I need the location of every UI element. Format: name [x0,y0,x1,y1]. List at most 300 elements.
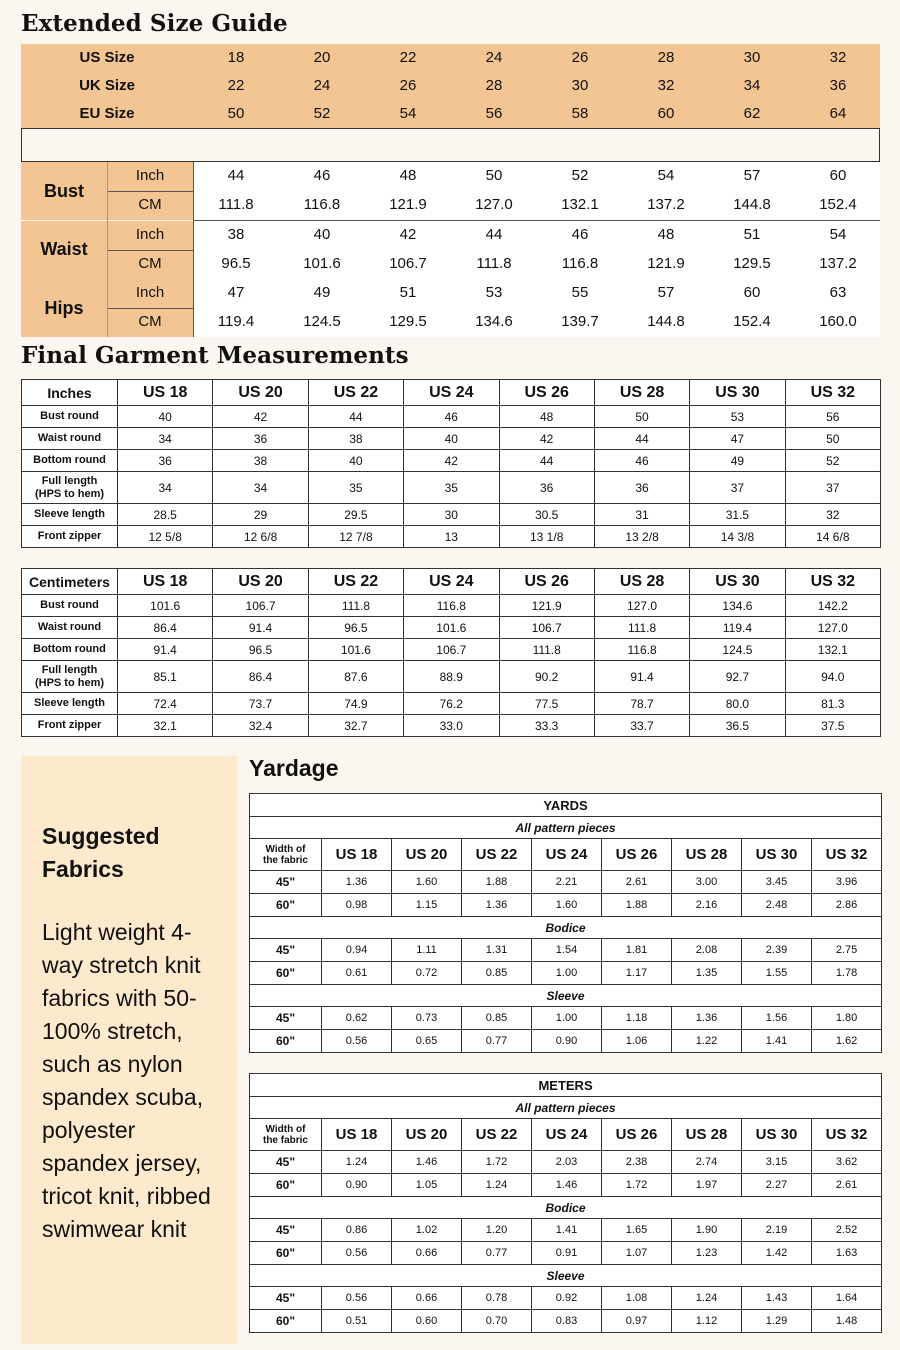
size-row [21,44,880,72]
cell-value: 127.0 [594,595,689,617]
yardage-value: 0.73 [392,1007,462,1030]
cm-value: 132.1 [561,196,599,213]
cell-value: 121.9 [499,595,594,617]
cm-value: 137.2 [819,254,857,272]
cell-value: 111.8 [594,617,689,639]
size-value: 18 [227,49,245,66]
yardage-row [250,939,882,962]
table-row [22,617,881,639]
cell-value: 13 2/8 [594,526,689,548]
yardage-value: 1.22 [672,1030,742,1053]
cell-value: 53 [690,406,785,428]
width-label-line: Width of [265,843,306,855]
cell-value: 42 [499,428,594,450]
size-header: US 24 [404,569,499,595]
size-value: 56 [485,105,503,122]
row-label: Waist round [22,428,118,450]
cell-value: 29 [213,504,308,526]
row-label [22,661,118,693]
yardage-value: 0.94 [322,939,392,962]
cell-value: 35 [308,472,403,504]
table-row [22,406,881,428]
yardage-value: 2.03 [532,1151,602,1174]
measurement-values [193,221,880,279]
row-label: Front zipper [22,715,118,737]
yardage-value: 0.61 [322,962,392,985]
unit-label-inch: Inch [107,279,193,308]
cm-value: 119.4 [217,313,255,330]
size-conversion-block [21,44,880,128]
table-row [22,450,881,472]
cell-value: 40 [404,428,499,450]
size-header: US 26 [499,569,594,595]
cell-value: 42 [404,450,499,472]
yardage-value: 1.88 [462,871,532,894]
fabric-width: 45" [250,939,322,962]
cell-value: 42 [213,406,308,428]
cell-value: 76.2 [404,693,499,715]
unit-label-cm: CM [107,250,193,279]
size-value: 54 [399,105,417,122]
yardage-value: 1.48 [812,1310,882,1333]
cell-value: 28.5 [118,504,213,526]
inch-value: 51 [399,284,417,301]
inch-value: 44 [485,225,503,243]
measurement-label: Waist [21,221,107,279]
cell-value: 46 [404,406,499,428]
yardage-value: 3.62 [812,1151,882,1174]
yardage-value: 1.55 [742,962,812,985]
size-row-label: UK Size [79,77,135,94]
unit-label-inch: Inch [107,221,193,250]
yardage-value: 0.60 [392,1310,462,1333]
yardage-value: 1.65 [602,1219,672,1242]
suggested-fabrics-panel [21,756,237,1344]
cell-value: 14 6/8 [785,526,880,548]
inch-value: 55 [571,284,589,301]
size-header: US 24 [532,1119,602,1151]
size-row [21,72,880,100]
size-value: 64 [829,105,847,122]
unit-row [250,794,882,817]
size-header: US 32 [812,839,882,871]
yardage-value: 1.81 [602,939,672,962]
row-label: Sleeve length [22,504,118,526]
size-value: 26 [399,77,417,94]
row-label: Front zipper [22,526,118,548]
yardage-value: 1.46 [532,1174,602,1197]
yardage-value: 1.36 [462,894,532,917]
section-name: Sleeve [250,1265,882,1287]
cell-value: 52 [785,450,880,472]
size-value: 24 [313,77,331,94]
yardage-value: 1.15 [392,894,462,917]
unit-label-cm: CM [107,308,193,337]
cell-value: 106.7 [404,639,499,661]
section-row [250,985,882,1007]
yardage-value: 1.36 [672,1007,742,1030]
size-header: US 20 [392,839,462,871]
yardage-value: 1.97 [672,1174,742,1197]
cell-value: 91.4 [213,617,308,639]
cm-value: 152.4 [733,313,771,330]
yardage-value: 1.24 [322,1151,392,1174]
cell-value: 47 [690,428,785,450]
yardage-value: 0.77 [462,1030,532,1053]
yardage-row [250,1242,882,1265]
yardage-value: 1.00 [532,962,602,985]
inch-value: 60 [829,167,847,184]
size-header: US 30 [742,1119,812,1151]
section-name: All pattern pieces [250,1097,882,1119]
unit-header: YARDS [250,794,882,817]
yardage-value: 1.62 [812,1030,882,1053]
yardage-value: 1.78 [812,962,882,985]
cell-value: 36 [499,472,594,504]
yardage-value: 1.08 [602,1287,672,1310]
yardage-value: 0.65 [392,1030,462,1053]
yardage-row [250,1151,882,1174]
yardage-value: 1.43 [742,1287,812,1310]
cm-value: 139.7 [561,313,599,330]
inch-value: 51 [743,225,761,243]
yardage-meters-table [249,1073,881,1333]
cell-value: 91.4 [118,639,213,661]
unit-divider [107,250,193,251]
size-header: US 22 [462,1119,532,1151]
fabric-width: 60" [250,962,322,985]
inch-value: 48 [399,167,417,184]
size-guide-spacer [21,128,880,162]
size-header: US 22 [308,569,403,595]
cell-value: 12 5/8 [118,526,213,548]
table-unit-header: Inches [22,380,118,406]
fabric-width: 60" [250,1174,322,1197]
cell-value: 134.6 [690,595,785,617]
section-row [250,1265,882,1287]
yardage-value: 0.86 [322,1219,392,1242]
cell-value: 127.0 [785,617,880,639]
inch-value: 57 [743,167,761,184]
cm-value: 144.8 [733,196,771,213]
yardage-value: 1.72 [462,1151,532,1174]
cell-value: 40 [308,450,403,472]
cell-value: 86.4 [213,661,308,693]
cell-value: 36 [213,428,308,450]
cell-value: 85.1 [118,661,213,693]
size-value: 62 [743,105,761,122]
yardage-yards-table [249,793,881,1053]
size-value: 50 [227,105,245,122]
width-label [250,839,322,871]
yardage-value: 1.54 [532,939,602,962]
yardage-value: 1.88 [602,894,672,917]
cm-value: 116.8 [303,196,341,213]
row-label-line: (HPS to hem) [34,676,105,689]
inch-value: 57 [657,284,675,301]
size-value: 32 [657,77,675,94]
fabrics-description: Light weight 4-way stretch knit fabrics with 50-100% stretch, such as nylon spandex scuba, polyester spandex jersey, tricot knit, ribbed swimwear knit [42,919,211,1242]
size-value: 32 [829,49,847,66]
yardage-value: 0.85 [462,962,532,985]
size-value: 30 [571,77,589,94]
cell-value: 30 [404,504,499,526]
cell-value: 86.4 [118,617,213,639]
cell-value: 90.2 [499,661,594,693]
inch-value: 48 [657,225,675,243]
inch-value: 49 [313,284,331,301]
section-name: Sleeve [250,985,882,1007]
cell-value: 34 [213,472,308,504]
inch-value: 46 [313,167,331,184]
width-label-line: Width of [265,1123,306,1135]
size-value: 34 [743,77,761,94]
yardage-row [250,1007,882,1030]
fabric-width: 45" [250,1219,322,1242]
yardage-value: 0.92 [532,1287,602,1310]
yardage-row [250,962,882,985]
measurement-values [193,279,880,337]
yardage-value: 1.41 [742,1030,812,1053]
cm-value: 111.8 [476,254,512,272]
yardage-value: 2.61 [602,871,672,894]
size-header: US 18 [118,569,213,595]
cell-value: 33.7 [594,715,689,737]
table-row [22,715,881,737]
row-label: Bust round [22,595,118,617]
cell-value: 73.7 [213,693,308,715]
table-row [22,693,881,715]
cell-value: 80.0 [690,693,785,715]
yardage-value: 1.12 [672,1310,742,1333]
yardage-value: 1.41 [532,1219,602,1242]
cm-value: 111.8 [218,196,254,213]
yardage-header-row [250,1119,882,1151]
cm-value: 160.0 [819,313,857,330]
section-row [250,1097,882,1119]
cell-value: 106.7 [213,595,308,617]
yardage-value: 3.45 [742,871,812,894]
measurement-label: Hips [21,279,107,337]
table-row [22,595,881,617]
unit-divider [107,308,193,309]
cm-value: 129.5 [733,254,771,272]
size-header: US 30 [690,380,785,406]
size-header: US 30 [742,839,812,871]
size-value: 30 [743,49,761,66]
table-row [22,526,881,548]
cm-value: 152.4 [819,196,857,213]
cell-value: 88.9 [404,661,499,693]
yardage-value: 1.72 [602,1174,672,1197]
fabric-width: 45" [250,1151,322,1174]
table-row [22,472,881,504]
size-row [21,100,880,128]
section-row [250,1197,882,1219]
yardage-value: 1.29 [742,1310,812,1333]
yardage-value: 2.74 [672,1151,742,1174]
cm-value: 127.0 [475,196,513,213]
inch-value: 38 [227,225,245,243]
fabric-width: 45" [250,1287,322,1310]
yardage-value: 3.15 [742,1151,812,1174]
row-label: Waist round [22,617,118,639]
yardage-value: 0.97 [602,1310,672,1333]
inch-value: 52 [571,167,589,184]
size-header: US 18 [322,1119,392,1151]
cell-value: 37.5 [785,715,880,737]
cell-value: 116.8 [404,595,499,617]
width-label [250,1119,322,1151]
yardage-value: 0.85 [462,1007,532,1030]
cell-value: 31 [594,504,689,526]
size-header: US 30 [690,569,785,595]
inch-value: 50 [485,167,503,184]
cell-value: 96.5 [213,639,308,661]
size-value: 22 [399,49,417,66]
size-value: 52 [313,105,331,122]
unit-label-inch: Inch [107,162,193,191]
size-header: US 24 [532,839,602,871]
inch-value: 54 [657,167,675,184]
cell-value: 77.5 [499,693,594,715]
size-header: US 20 [392,1119,462,1151]
yardage-value: 2.38 [602,1151,672,1174]
size-header: US 28 [672,1119,742,1151]
yardage-value: 1.60 [392,871,462,894]
yardage-header-row [250,839,882,871]
yardage-value: 2.21 [532,871,602,894]
yardage-value: 1.80 [812,1007,882,1030]
fabric-width: 60" [250,894,322,917]
values-column-divider [193,162,194,337]
size-value: 36 [829,77,847,94]
cell-value: 72.4 [118,693,213,715]
garment-title: Final Garment Measurements [21,342,409,369]
cell-value: 78.7 [594,693,689,715]
yardage-value: 2.52 [812,1219,882,1242]
yardage-value: 2.48 [742,894,812,917]
yardage-value: 1.31 [462,939,532,962]
inch-value: 40 [313,225,331,243]
cell-value: 74.9 [308,693,403,715]
size-header: US 20 [213,569,308,595]
fabric-width: 45" [250,1007,322,1030]
width-label-line: the fabric [262,1134,308,1146]
yardage-value: 2.39 [742,939,812,962]
row-label-line: Full length [41,474,98,487]
unit-row [250,1074,882,1097]
yardage-value: 1.20 [462,1219,532,1242]
cm-value: 124.5 [303,313,341,330]
section-row [250,817,882,839]
yardage-value: 0.83 [532,1310,602,1333]
yardage-row [250,871,882,894]
yardage-value: 0.66 [392,1287,462,1310]
yardage-value: 2.19 [742,1219,812,1242]
inch-value: 47 [227,284,245,301]
yardage-value: 1.90 [672,1219,742,1242]
size-header: US 28 [672,839,742,871]
row-label: Sleeve length [22,693,118,715]
size-row-label: EU Size [79,105,135,122]
size-header: US 28 [594,569,689,595]
cell-value: 32.1 [118,715,213,737]
cell-value: 111.8 [499,639,594,661]
yardage-row [250,1219,882,1242]
cell-value: 12 6/8 [213,526,308,548]
fabric-width: 60" [250,1030,322,1053]
yardage-value: 3.96 [812,871,882,894]
yardage-value: 0.98 [322,894,392,917]
inch-value: 53 [485,284,503,301]
cell-value: 46 [594,450,689,472]
cell-value: 101.6 [308,639,403,661]
row-label: Bottom round [22,639,118,661]
cell-value: 50 [785,428,880,450]
cell-value: 32.4 [213,715,308,737]
unit-column-divider [107,162,108,337]
section-name: Bodice [250,1197,882,1219]
cell-value: 101.6 [118,595,213,617]
yardage-row [250,1030,882,1053]
cm-value: 96.5 [221,254,251,272]
cell-value: 12 7/8 [308,526,403,548]
cell-value: 92.7 [690,661,785,693]
garment-cm-table [21,568,881,737]
cell-value: 36 [594,472,689,504]
yardage-value: 1.35 [672,962,742,985]
fabric-width: 60" [250,1242,322,1265]
size-header: US 22 [462,839,532,871]
measurement-label: Bust [21,162,107,220]
cell-value: 36.5 [690,715,785,737]
size-header: US 26 [602,1119,672,1151]
cell-value: 29.5 [308,504,403,526]
yardage-value: 0.72 [392,962,462,985]
section-name: All pattern pieces [250,817,882,839]
yardage-value: 1.60 [532,894,602,917]
yardage-value: 1.24 [672,1287,742,1310]
yardage-value: 2.61 [812,1174,882,1197]
measurement-values [193,162,880,220]
yardage-title: Yardage [249,755,339,781]
size-value: 22 [227,77,245,94]
yardage-value: 2.86 [812,894,882,917]
size-value: 24 [485,49,503,66]
yardage-value: 2.27 [742,1174,812,1197]
unit-label-cm: CM [107,191,193,220]
cell-value: 116.8 [594,639,689,661]
table-header-row [22,380,881,406]
yardage-value: 0.90 [322,1174,392,1197]
yardage-value: 0.66 [392,1242,462,1265]
table-header-row [22,569,881,595]
cell-value: 37 [690,472,785,504]
cell-value: 44 [308,406,403,428]
table-row [22,639,881,661]
fabrics-title: Suggested Fabrics [42,823,160,882]
cell-value: 96.5 [308,617,403,639]
cell-value: 94.0 [785,661,880,693]
cell-value: 106.7 [499,617,594,639]
yardage-value: 0.56 [322,1287,392,1310]
cm-value: 129.5 [389,313,427,330]
yardage-value: 1.36 [322,871,392,894]
width-label-line: the fabric [262,854,308,866]
size-header: US 26 [499,380,594,406]
inch-value: 46 [571,225,589,243]
